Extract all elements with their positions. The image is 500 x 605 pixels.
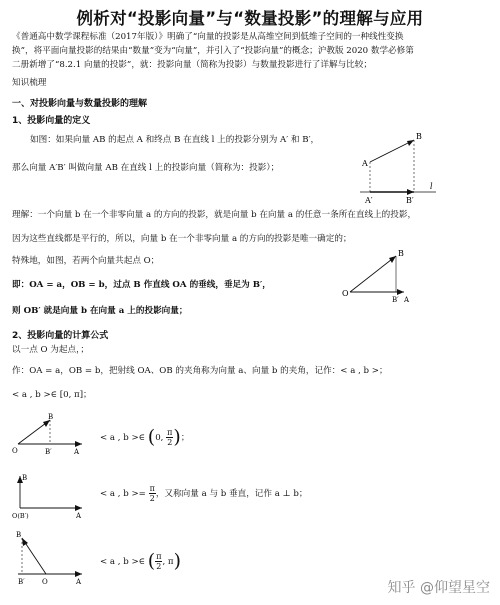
case-1-formula: < a , b >∈ (0, $\frac{\pi}{2}$ )； — [100, 426, 190, 448]
label-A-prime: A′ — [365, 196, 373, 205]
section-1-heading: 一、对投影向量与数量投影的理解 — [12, 99, 148, 109]
case-2-den: 2 — [149, 494, 155, 503]
projection-triangle-figure — [340, 248, 420, 308]
case-3-den: 2 — [156, 562, 162, 571]
right-angle-figure — [12, 470, 92, 520]
intro-line-1: 《普通高中数学课程标准（2017年版）》明确了“向量的投影是从高维空间到低维子空间的一种线性变换 — [12, 32, 404, 42]
def-line-3: 理解：一个向量 b 在一个非零向量 a 的方向的投影，就是向量 b 在向量 a 的任意一条所在直线上的投影， — [12, 210, 417, 220]
case-2-lhs: < a , b >= — [100, 489, 146, 499]
label-O: O — [342, 289, 349, 298]
case-2-tail: ，又称向量 a 与 b 垂直，记作 a ⊥ b； — [155, 489, 308, 499]
page-title: 例析对“投影向量”与“数量投影”的理解与应用 — [76, 9, 424, 28]
intro-line-2: 换”，将平面向量投影的结果由“数量”变为“向量”，并引入了“投影向量”的概念；沪教版 2020 数学必修第 — [12, 46, 414, 56]
obtuse-angle-figure — [12, 530, 92, 586]
def-line-5: 特殊地，如图，若两个向量共起点 O； — [12, 256, 160, 266]
label-OB-case2: O(B′) — [12, 512, 29, 520]
label-O-case3: O — [42, 578, 48, 586]
calc-line-3: < a , b >∈ [0, π]； — [12, 390, 92, 400]
def-line-7: 则 OB′ 就是向量 b 在向量 a 上的投影向量； — [12, 306, 188, 316]
def-line-2: 那么向量 A′B′ 叫做向量 AB 在直线 l 上的投影向量（简称为：投影）； — [12, 163, 280, 173]
label-B-case2: B — [22, 474, 28, 482]
label-l: l — [430, 182, 433, 191]
label-A-case1: A — [74, 448, 80, 456]
case-1-lhs: < a , b >∈ — [100, 433, 146, 443]
calc-line-2: 作：OA = a，OB = b，把射线 OA、OB 的夹角称为向量 a、向量 b 的夹角，记作：< a , b >； — [12, 366, 388, 376]
projection-line-figure — [348, 128, 448, 210]
label-B-prime-case3: B′ — [18, 578, 25, 586]
case-3-lhs: < a , b >∈ — [100, 557, 146, 567]
label-B-prime-2: B′ — [392, 296, 399, 304]
label-B-case1: B — [48, 413, 54, 421]
label-B-case3: B — [16, 531, 22, 539]
knowledge-heading: 知识梳理 — [12, 78, 47, 88]
label-A-2: A — [404, 296, 410, 304]
watermark: 知乎 @仰望星空 — [387, 580, 490, 596]
def-line-1: 如图：如果向量 AB 的起点 A 和终点 B 在直线 l 上的投影分别为 A′ 和 B′， — [30, 135, 320, 145]
case-1-zero: 0, — [155, 433, 164, 443]
label-B-prime-case1: B′ — [45, 448, 52, 456]
label-A: A — [362, 159, 368, 168]
case-3-post: , π — [162, 557, 174, 567]
label-A-case3: A — [76, 578, 82, 586]
case-2-formula — [100, 484, 307, 503]
label-B-prime: B′ — [406, 196, 414, 205]
label-B: B — [416, 132, 422, 141]
subsection-1-heading: 1、投影向量的定义 — [12, 116, 91, 126]
calc-line-1: 以一点 O 为起点，； — [12, 345, 89, 355]
label-B-2: B — [398, 249, 404, 258]
case-2-num: π — [149, 484, 155, 493]
case-3-num: π — [156, 552, 162, 561]
case-3-formula: < a , b >∈ ( $\frac{\pi}{2}$ , π) — [100, 550, 182, 572]
label-O-case1: O — [12, 447, 18, 455]
label-A-case2: A — [76, 512, 82, 520]
subsection-2-heading: 2、投影向量的计算公式 — [12, 331, 109, 341]
def-line-6: 即：OA = a，OB = b，过点 B 作直线 OA 的垂线，垂足为 B′， — [12, 280, 271, 290]
def-line-4: 因为这些直线都是平行的，所以，向量 b 在一个非零向量 a 的方向的投影是唯一确定的； — [12, 234, 352, 244]
case-1-den: 2 — [167, 438, 173, 447]
case-1-num: π — [167, 428, 173, 437]
intro-line-3: 二册新增了“8.2.1 向量的投影”，就：投影向量（简称为投影）与数量投影进行了详解与比较； — [12, 60, 372, 70]
acute-angle-figure — [12, 410, 92, 460]
